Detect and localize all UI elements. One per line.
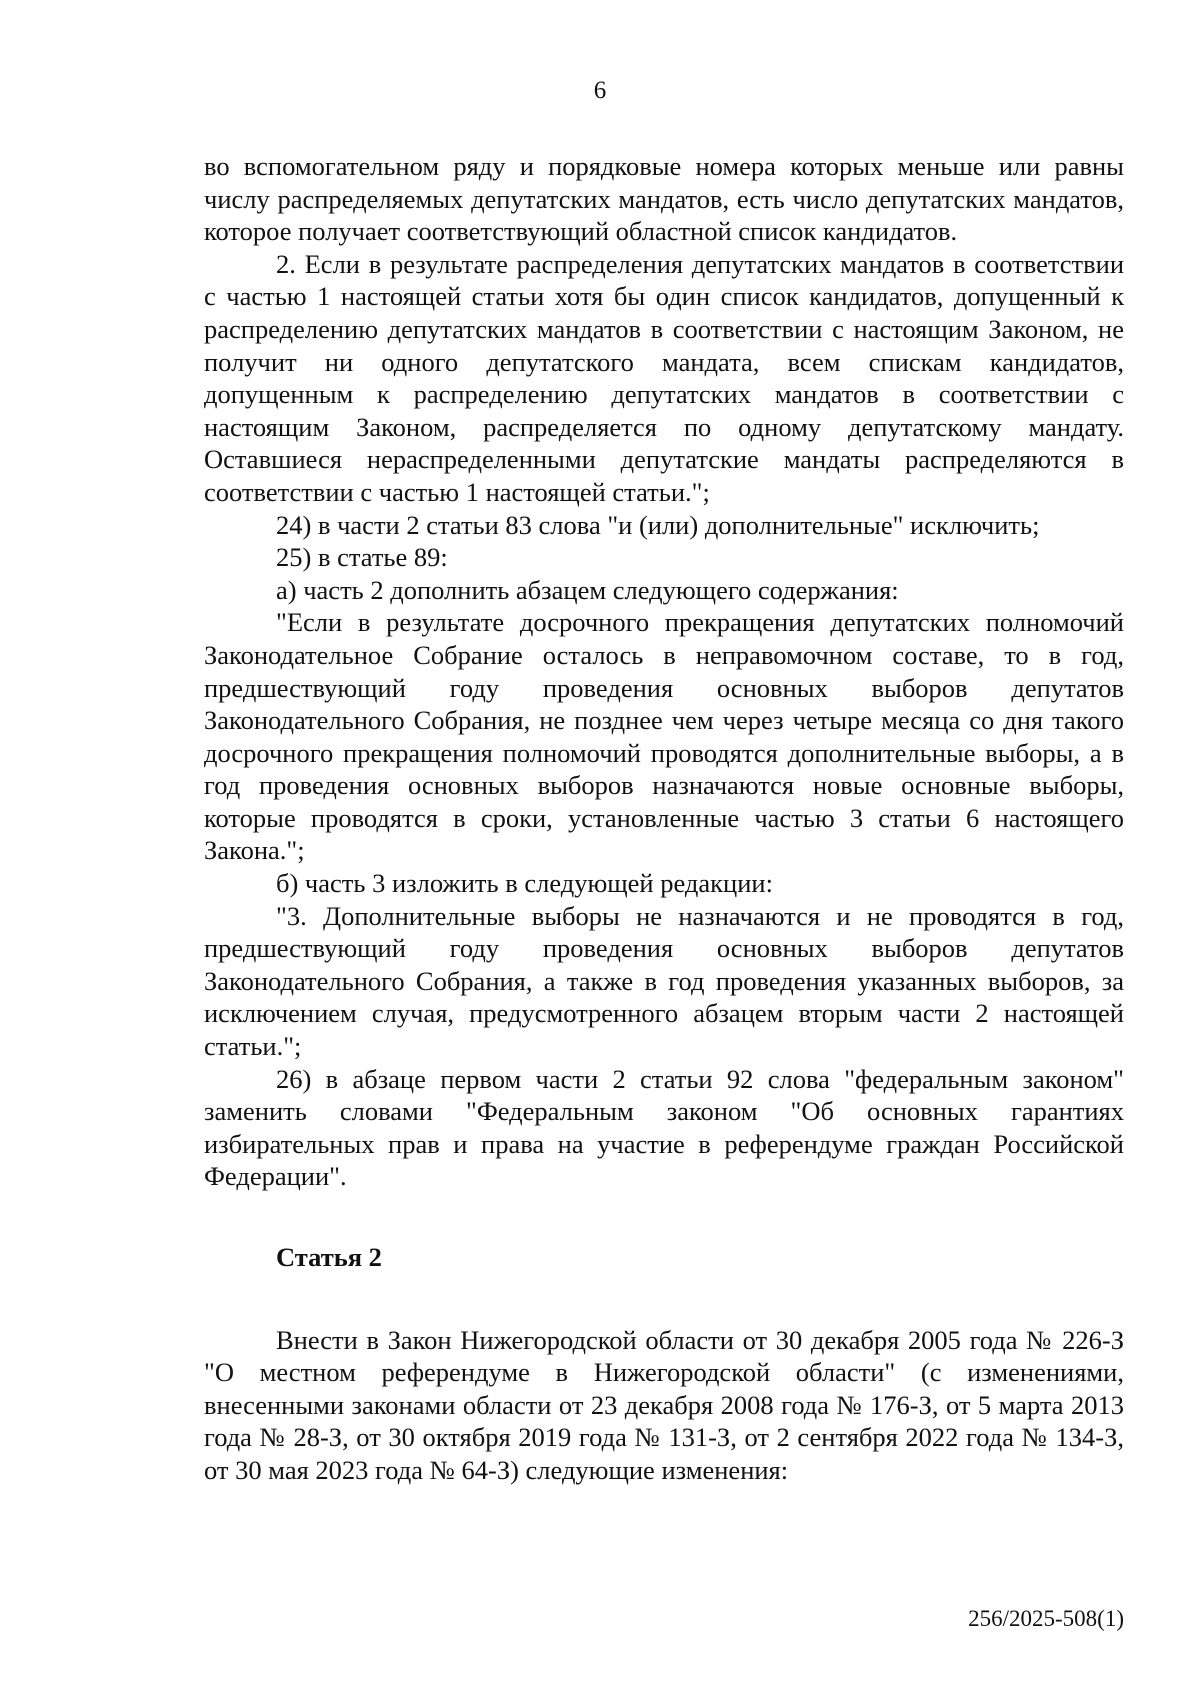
paragraph-item-25: 25) в статье 89:	[276, 542, 448, 573]
paragraph-continuation: во вспомогательном ряду и порядковые номера которых меньше или равны числу распределяемых депутатских мандатов, есть число депутатских мандатов, которое получает соответствующий областной список кандидатов.	[204, 151, 1124, 247]
page-number: 6	[593, 77, 607, 104]
paragraph-subitem-b: б) часть 3 изложить в следующей редакции:	[276, 868, 773, 899]
paragraph-subitem-a: а) часть 2 дополнить абзацем следующего содержания:	[276, 574, 899, 605]
paragraph-item-24: 24) в части 2 статьи 83 слова "и (или) дополнительные" исключить;	[276, 509, 1040, 540]
document-body	[204, 150, 1124, 1487]
spacer	[204, 1193, 1124, 1241]
paragraph-article-2-intro: Внести в Закон Нижегородской области от 30 декабря 2005 года № 226-З "О местном референдуме в Нижегородской области" (с изменениями, внесенными законами области от 23 декабря 2008 года № 176-З, от 5 марта 2013 года № 28-З, от 30 октября 2019 года № 131-З, от 2 сентября 2022 года № 134-З, от 30 мая 2023 года № 64-З) следующие изменения:	[204, 1324, 1124, 1485]
document-code: 256/2025-508(1)	[968, 1606, 1124, 1631]
paragraph-quote-a: "Если в результате досрочного прекращения депутатских полномочий Законодательное Собрание осталось в неправомочном составе, то в год, предшествующий году проведения основных выборов депутатов Законодательного Собрания, не позднее чем через четыре месяца со дня такого досрочного прекращения полномочий проводятся дополнительные выборы, а в год проведения основных выборов назначаются новые основные выборы, которые проводятся в сроки, установленные частью 3 статьи 6 настоящего Закона.";	[204, 607, 1124, 866]
paragraph-quote-b: "3. Дополнительные выборы не назначаются и не проводятся в год, предшествующий году проведения основных выборов депутатов Законодательного Собрания, а также в год проведения указанных выборов, за исключением случая, предусмотренного абзацем вторым части 2 настоящей статьи.";	[204, 900, 1124, 1062]
paragraph-part-2: 2. Если в результате распределения депутатских мандатов в соответствии с частью 1 настоящей статьи хотя бы один список кандидатов, допущенный к распределению депутатских мандатов в соответствии с настоящим Законом, не получит ни одного депутатского мандата, всем спискам кандидатов, допущенным к распределению депутатских мандатов в соответствии с настоящим Законом, распределяется по одному депутатскому мандату. Оставшиеся нераспределенными депутатские мандаты распределяются в соответствии с частью 1 настоящей статьи.";	[204, 248, 1124, 507]
spacer	[204, 1274, 1124, 1324]
article-heading: Статья 2	[276, 1242, 382, 1272]
paragraph-item-26: 26) в абзаце первом части 2 статьи 92 слова "федеральным законом" заменить словами "Федеральным законом "Об основных гарантиях избирательных прав и права на участие в референдуме граждан Российской Федерации".	[204, 1063, 1124, 1192]
